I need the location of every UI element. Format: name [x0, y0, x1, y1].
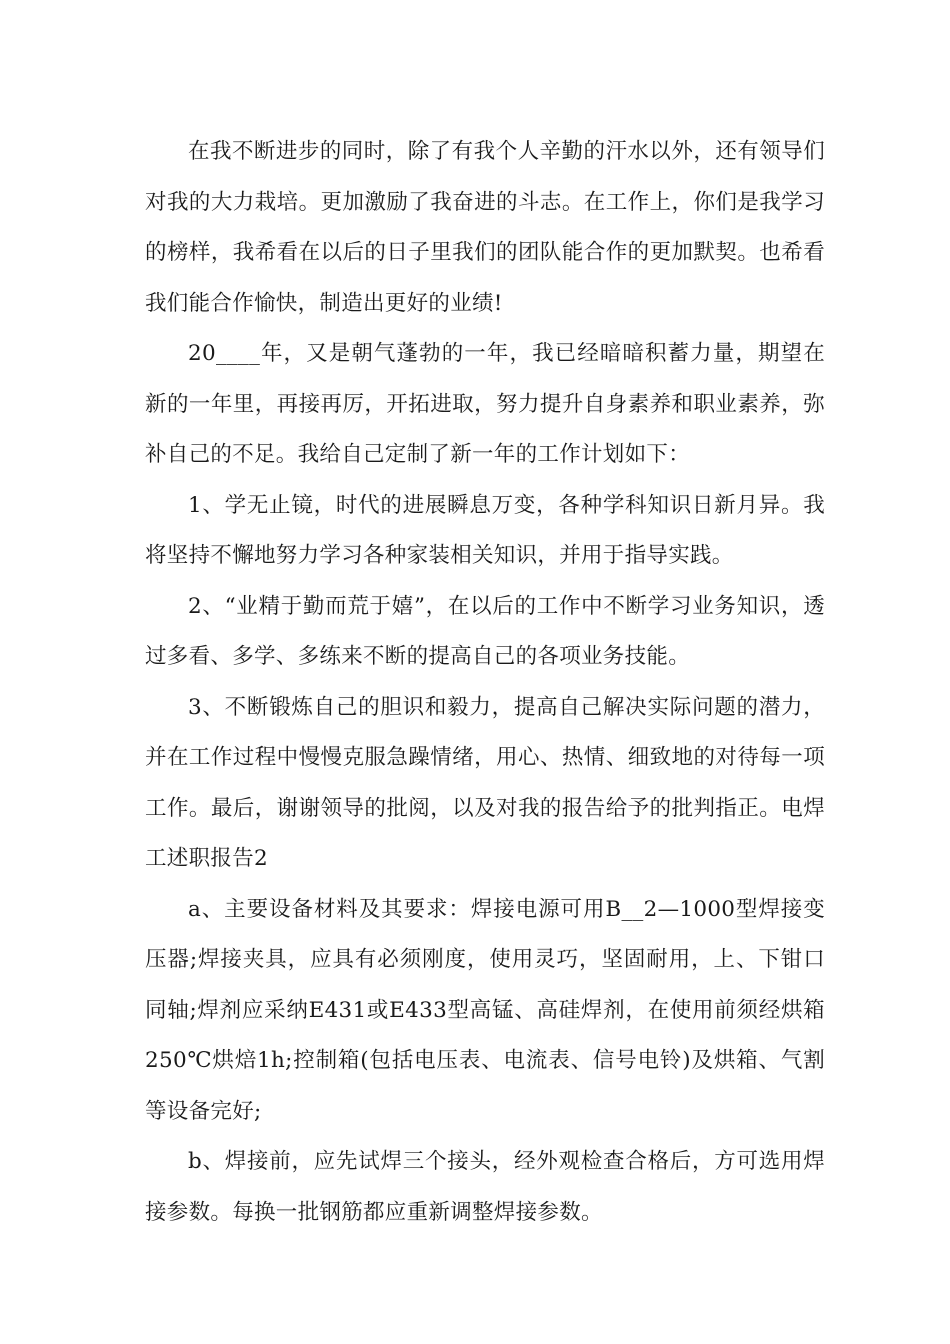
paragraph-new-year-plan: 20____年，又是朝气蓬勃的一年，我已经暗暗积蓄力量，期望在新的一年里，再接再厉，开拓进取，努力提升自身素养和职业素养，弥补自己的不足。我给自己定制了新一年的工作计划如下：	[145, 341, 825, 467]
paragraph-plan-item-2: 2、“业精于勤而荒于嬉”，在以后的工作中不断学习业务知识，透过多看、多学、多练来不断的提高自己的各项业务技能。	[145, 593, 825, 669]
paragraph-trial-welding: b、焊接前，应先试焊三个接头，经外观检查合格后，方可选用焊接参数。每换一批钢筋都应重新调整焊接参数。	[145, 1149, 825, 1225]
paragraph-plan-item-3: 3、不断锻炼自己的胆识和毅力，提高自己解决实际问题的潜力，并在工作过程中慢慢克服急躁情绪，用心、热情、细致地的对待每一项工作。最后，谢谢领导的批阅，以及对我的报告给予的批判指正。电焊工述职报告2	[145, 694, 825, 871]
paragraph-equipment-requirements: a、主要设备材料及其要求：焊接电源可用B__2—1000型焊接变压器;焊接夹具，应具有必须刚度，使用灵巧，坚固耐用，上、下钳口同轴;焊剂应采纳E431或E433型高锰、高硅焊剂，在使用前须经烘箱250℃烘焙1h;控制箱(包括电压表、电流表、信号电铃)及烘箱、气割等设备完好;	[145, 896, 825, 1124]
paragraph-gratitude: 在我不断进步的同时，除了有我个人辛勤的汗水以外，还有领导们对我的大力栽培。更加激励了我奋进的斗志。在工作上，你们是我学习的榜样，我希看在以后的日子里我们的团队能合作的更加默契。也希看我们能合作愉快，制造出更好的业绩!	[145, 139, 825, 316]
document-body	[145, 127, 825, 1238]
paragraph-plan-item-1: 1、学无止镜，时代的进展瞬息万变，各种学科知识日新月异。我将坚持不懈地努力学习各种家装相关知识，并用于指导实践。	[145, 492, 825, 568]
